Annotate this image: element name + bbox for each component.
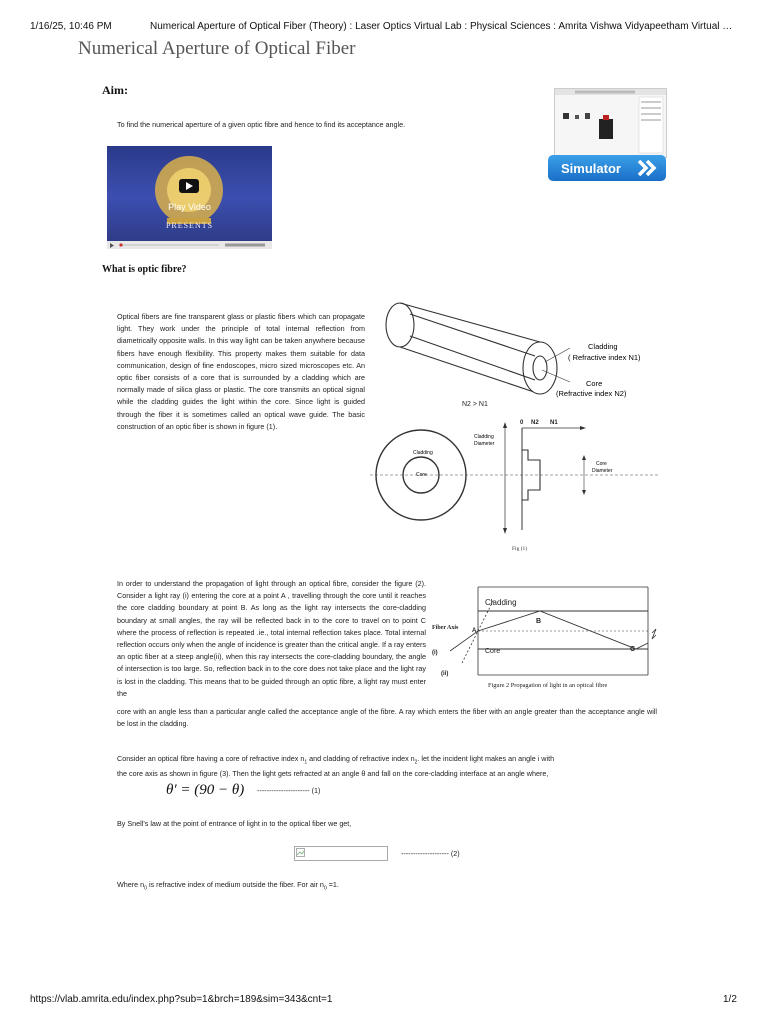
video-thumbnail[interactable] — [107, 146, 272, 249]
fig1-core-diam-label-1: Core — [596, 461, 607, 467]
fig2-fiber-axis-label: Fiber Axis — [432, 625, 459, 631]
fig2-cladding-label: Cladding — [485, 598, 517, 607]
paragraph-optic-fibre: Optical fibers are fine transparent glass or plastic fibers which can propagate light. They work under the principle of total internal reflection from diametrically opposite walls. In this way light can be taken anywhere because fibers have enough flexibility. This property makes them suitable for data communication, design of fine endoscopes, micro sized microscopes etc. An optic fiber consists of a core that is surrounded by a cladding which are normally made of silica glass or plastic. The core transmits an optical signal while the cladding guides the light within the core. Since light is guided through the fiber it is sometimes called an optical wave guide. The basic construction of an optic fiber is shown in figure (1). — [117, 312, 365, 431]
equation-1-ref: ---------------------- (1) — [257, 786, 321, 795]
fig1-axis-n1: N1 — [550, 420, 558, 426]
snell-text: By Snell's law at the point of entrance of light in to the optical fiber we get, — [117, 819, 352, 828]
figure-1-fiber-structure — [370, 300, 660, 555]
fig1-cladding-ri-label: ( Refractive index N1) — [568, 353, 641, 362]
fig1-clad-diam-label-1: Cladding — [474, 434, 494, 440]
simulator-thumbnail[interactable] — [554, 88, 667, 158]
print-datetime: 1/16/25, 10:46 PM — [30, 21, 112, 32]
fig1-axis-n2: N2 — [531, 420, 539, 426]
fig1-cs-core-label: Core — [416, 472, 427, 478]
presents-label: PRESENTS — [165, 221, 214, 230]
video-controls[interactable] — [107, 241, 272, 249]
simulator-preview-icon — [555, 89, 666, 157]
fig2-ray-ii: (ii) — [441, 671, 449, 677]
fig2-point-b: B — [536, 618, 542, 625]
equation-1: θ′ = (90 − θ) — [166, 782, 245, 798]
fig2-caption: Figure 2 Propagation of light in an optical fibre — [488, 682, 608, 689]
play-video-label: Play Video — [168, 202, 211, 212]
video-emblem-icon — [107, 146, 272, 249]
paragraph-propagation: In order to understand the propagation of light through an optical fibre, consider the figure (2). Consider a light ray (i) entering the core at a point A , travelling through the core until it reaches the core cladding boundary at point B. As long as the light ray intersects the core-cladding boundary at small angles, the ray will be reflected back in to the core to travel on to point C where the process of reflection is repeated .ie., total internal reflection takes place. Total internal reflection occurs only when the angle of incidence is greater than the critical angle. If a ray enters an optic fiber at a steep angle(ii), when this ray intersects the core-cladding boundary, the angle of intersection is too large. So, reflection back in to the core does not take place and the light ray is lost in the cladding. This means that to be guided through an optic fibre, a light ray must enter the — [117, 579, 426, 698]
play-icon[interactable] — [110, 243, 114, 248]
paragraph-propagation-cont: core with an angle less than a particular angle called the acceptance angle of the fibre. A ray which enters the fiber with an angle greater than the acceptance angle will be lost in the cladding. — [117, 707, 657, 729]
print-url: https://vlab.amrita.edu/index.php?sub=1&brch=189&sim=343&cnt=1 — [30, 994, 333, 1005]
fig2-point-a: A — [472, 628, 477, 634]
paragraph-refractive-line2: the core axis as shown in figure (3). Then the light gets refracted at an angle θ and fall on the core-cladding interface at an angle where, — [117, 769, 549, 778]
fig1-cladding-label: Cladding — [588, 342, 618, 351]
double-chevron-right-icon — [636, 158, 658, 178]
optic-fibre-heading: What is optic fibre? — [102, 264, 187, 275]
equation-2-image — [294, 846, 388, 861]
fig1-caption: Fig (1) — [512, 546, 528, 552]
fig2-point-c: C — [630, 646, 636, 653]
print-doc-title: Numerical Aperture of Optical Fiber (Theory) : Laser Optics Virtual Lab : Physical Sciences : Amrita Vishwa Vidyapeetham Virtual … — [150, 21, 733, 32]
fig1-axis-zero: 0 — [520, 420, 524, 426]
page-title: Numerical Aperture of Optical Fiber — [78, 38, 356, 59]
fig1-core-ri-label: (Refractive index N2) — [556, 389, 627, 398]
print-page-number: 1/2 — [723, 994, 737, 1005]
simulator-label: Simulator — [561, 160, 621, 176]
aim-heading: Aim: — [102, 83, 128, 97]
fig1-core-label: Core — [586, 379, 603, 388]
fig1-cs-cladding-label: Cladding — [413, 450, 433, 456]
paragraph-refractive: Consider an optical fibre having a core of refractive index $n_1$ and cladding of refractive index $n_2$. let the incident light makes an angle i with — [117, 754, 555, 766]
fig1-clad-diam-label-2: Diameter — [474, 441, 495, 447]
simulator-button[interactable] — [548, 155, 666, 181]
figure-2-light-propagation — [430, 585, 660, 695]
aim-text: To find the numerical aperture of a given optic fibre and hence to find its acceptance angle. — [117, 120, 406, 129]
fig1-relation-label: N2 > N1 — [462, 401, 488, 408]
paragraph-where: Where $n_0$ is refractive index of medium outside the fiber. For air $n_0 =1$. — [117, 880, 339, 892]
fig1-core-diam-label-2: Diameter — [592, 468, 613, 474]
equation-2-ref: -------------------- (2) — [401, 849, 460, 858]
broken-image-icon — [296, 848, 306, 858]
fig2-core-label: Core — [485, 648, 501, 655]
fig2-ray-i: (i) — [432, 650, 438, 656]
